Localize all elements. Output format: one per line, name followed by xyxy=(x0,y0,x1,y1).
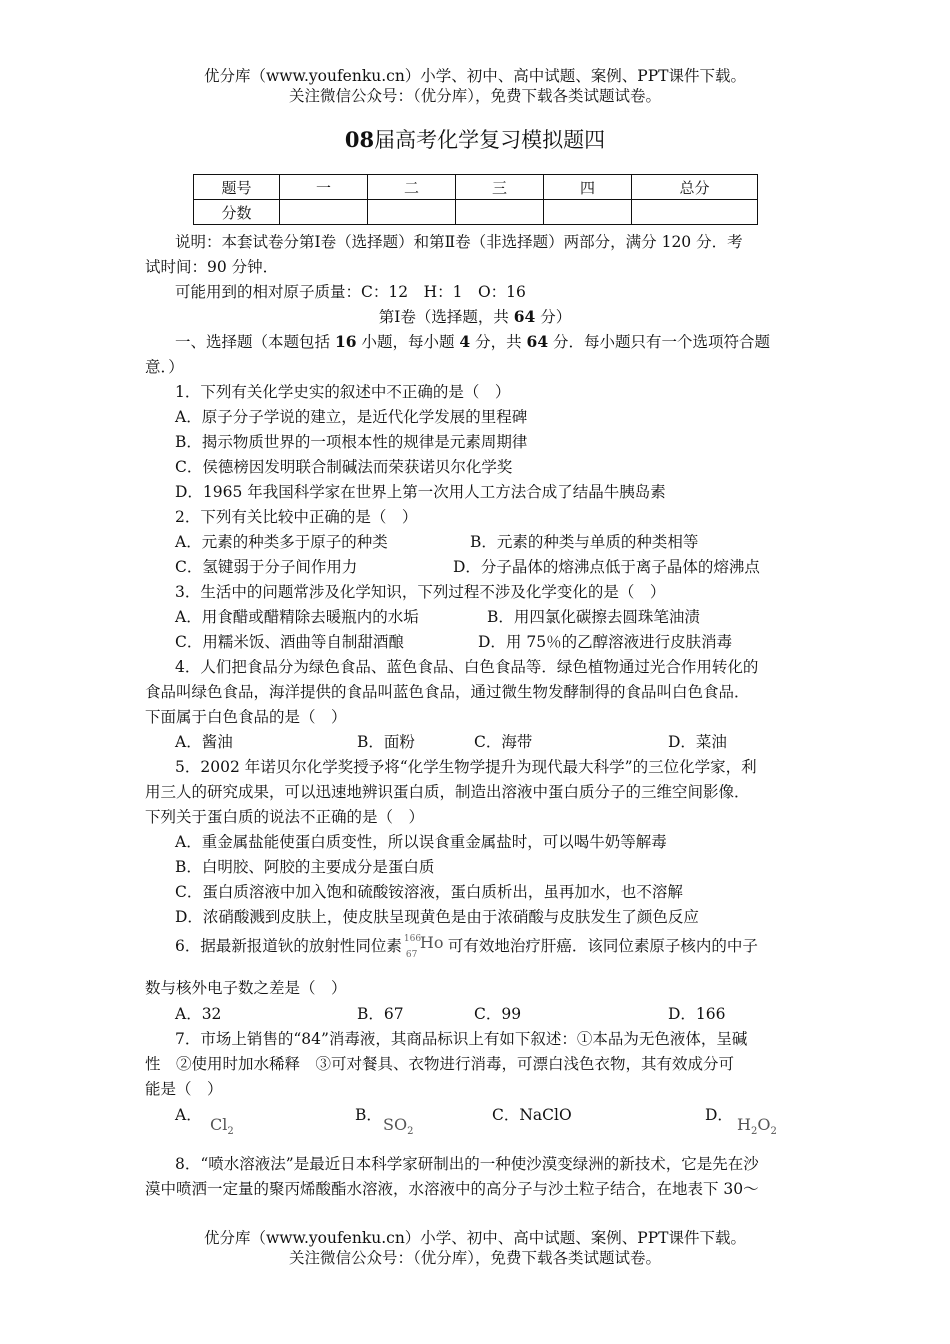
question-7-option-a-label: A． xyxy=(175,1106,202,1124)
atomic-mass-line: 可能用到的相对原子质量：C：12 H：1 O：16 xyxy=(175,283,526,301)
question-6-stem-line-2: 数与核外电子数之差是（ ） xyxy=(145,979,347,997)
question-6-option-c: C．99 xyxy=(474,1005,522,1023)
score-header-cell: 四 xyxy=(544,175,632,200)
question-7-option-d-label: D． xyxy=(705,1106,733,1124)
score-header-cell: 三 xyxy=(456,175,544,200)
score-row-label: 分数 xyxy=(194,200,280,225)
question-7-option-a-formula: $Cl_2$ xyxy=(210,1115,234,1138)
score-cell xyxy=(280,200,368,225)
question-6-stem-line-1: 6．据最新报道钬的放射性同位素 166 67 Ho 可有效地治疗肝癌．该同位素原子核内的中子 xyxy=(175,933,758,960)
question-3-option-b: B．用四氯化碳擦去圆珠笔油渍 xyxy=(487,608,700,626)
question-2-stem: 2．下列有关比较中正确的是（ ） xyxy=(175,508,418,526)
question-1-option-c: C．侯德榜因发明联合制碱法而荣获诺贝尔化学奖 xyxy=(175,458,513,476)
question-4-option-c: C．海带 xyxy=(474,733,533,751)
score-cell xyxy=(368,200,456,225)
score-cell xyxy=(456,200,544,225)
question-6-option-a: A．32 xyxy=(175,1005,222,1023)
question-1-stem: 1．下列有关化学史实的叙述中不正确的是（ ） xyxy=(175,383,511,401)
question-8-stem-line-2: 漠中喷洒一定量的聚丙烯酸酯水溶液，水溶液中的高分子与沙土粒子结合，在地表下 30～ xyxy=(145,1180,759,1198)
question-7-option-d-formula: $H_2O_2$ xyxy=(737,1115,777,1138)
question-5-stem-line-3: 下列关于蛋白质的说法不正确的是（ ） xyxy=(145,808,425,826)
footer-line-2: 关注微信公众号：（优分库），免费下载各类试题试卷。 xyxy=(288,1249,661,1267)
question-4-option-b: B．面粉 xyxy=(357,733,415,751)
score-header-cell: 题号 xyxy=(194,175,280,200)
section-1-instruction-cont: 意．） xyxy=(145,358,184,376)
header-line-1: 优分库（www.youfenku.cn）小学、初中、高中试题、案例、PPT课件下载。 xyxy=(203,67,747,85)
question-4-stem-line-2: 食品叫绿色食品，海洋提供的食品叫蓝色食品，通过微生物发酵制得的食品叫白色食品． xyxy=(145,683,750,701)
intro-line-2: 试时间：90 分钟． xyxy=(145,258,279,276)
question-7-option-b-formula: $SO_2$ xyxy=(383,1115,414,1138)
question-8-stem-line-1: 8．“喷水溶液法”是最近日本科学家研制出的一种使沙漠变绿洲的新技术，它是先在沙 xyxy=(175,1155,759,1173)
question-6-option-b: B．67 xyxy=(357,1005,404,1023)
question-7-stem-line-1: 7．市场上销售的“84”消毒液，其商品标识上有如下叙述：①本品为无色液体，呈碱 xyxy=(175,1030,748,1048)
question-6-option-d: D．166 xyxy=(668,1005,726,1023)
score-cell xyxy=(632,200,758,225)
question-4-stem-line-1: 4．人们把食品分为绿色食品、蓝色食品、白色食品等．绿色植物通过光合作用转化的 xyxy=(175,658,759,676)
score-table-header-row xyxy=(194,175,758,200)
score-table-score-row xyxy=(194,200,758,225)
question-7-option-c: C．NaClO xyxy=(492,1106,572,1124)
question-5-option-c: C．蛋白质溶液中加入饱和硫酸铵溶液，蛋白质析出，虽再加水，也不溶解 xyxy=(175,883,683,901)
question-4-option-a: A．酱油 xyxy=(175,733,233,751)
question-1-option-a: A．原子分子学说的建立，是近代化学发展的里程碑 xyxy=(175,408,528,426)
question-7-stem-line-2: 性 ②使用时加水稀释 ③可对餐具、衣物进行消毒，可漂白浅色衣物，其有效成分可 xyxy=(145,1055,735,1073)
holmium-isotope-symbol: 166 67 Ho xyxy=(403,933,444,960)
question-2-option-a: A．元素的种类多于原子的种类 xyxy=(175,533,388,551)
question-5-stem-line-1: 5．2002 年诺贝尔化学奖授予将“化学生物学提升为现代最大科学”的三位化学家，利 xyxy=(175,758,757,776)
section-1-instruction: 一、选择题（本题包括 16 小题，每小题 4 分，共 64 分．每小题只有一个选项符合题 xyxy=(175,332,771,351)
question-3-option-d: D．用 75％的乙醇溶液进行皮肤消毒 xyxy=(478,633,733,651)
score-table xyxy=(193,174,758,225)
page-title: 08届高考化学复习模拟题四 xyxy=(344,127,606,152)
score-header-cell: 总分 xyxy=(632,175,758,200)
score-header-cell: 二 xyxy=(368,175,456,200)
score-header-cell: 一 xyxy=(280,175,368,200)
question-7-stem-line-3: 能是（ ） xyxy=(145,1080,223,1098)
header-line-2: 关注微信公众号：（优分库），免费下载各类试题试卷。 xyxy=(288,87,661,105)
question-1-option-b: B．揭示物质世界的一项根本性的规律是元素周期律 xyxy=(175,433,528,451)
question-2-option-b: B．元素的种类与单质的种类相等 xyxy=(470,533,699,551)
question-5-option-a: A．重金属盐能使蛋白质变性，所以误食重金属盐时，可以喝牛奶等解毒 xyxy=(175,833,667,851)
question-2-option-d: D．分子晶体的熔沸点低于离子晶体的熔沸点 xyxy=(453,558,760,576)
question-5-option-d: D．浓硝酸溅到皮肤上，使皮肤呈现黄色是由于浓硝酸与皮肤发生了颜色反应 xyxy=(175,908,699,926)
question-1-option-d: D．1965 年我国科学家在世界上第一次用人工方法合成了结晶牛胰岛素 xyxy=(175,483,666,501)
question-4-option-d: D．菜油 xyxy=(668,733,727,751)
part-1-heading: 第Ⅰ卷（选择题，共 64 分） xyxy=(378,307,572,326)
question-4-stem-line-3: 下面属于白色食品的是（ ） xyxy=(145,708,347,726)
question-3-stem: 3．生活中的问题常涉及化学知识，下列过程不涉及化学变化的是（ ） xyxy=(175,583,666,601)
question-5-stem-line-2: 用三人的研究成果，可以迅速地辨识蛋白质，制造出溶液中蛋白质分子的三维空间影像． xyxy=(145,783,750,801)
question-3-option-a: A．用食醋或醋精除去暖瓶内的水垢 xyxy=(175,608,419,626)
question-2-option-c: C．氢键弱于分子间作用力 xyxy=(175,558,358,576)
question-7-option-b-label: B． xyxy=(355,1106,382,1124)
intro-line-1: 说明：本套试卷分第Ⅰ卷（选择题）和第Ⅱ卷（非选择题）两部分，满分 120 分．考 xyxy=(175,233,743,251)
footer-line-1: 优分库（www.youfenku.cn）小学、初中、高中试题、案例、PPT课件下载。 xyxy=(203,1229,747,1247)
question-3-option-c: C．用糯米饭、酒曲等自制甜酒酿 xyxy=(175,633,404,651)
score-cell xyxy=(544,200,632,225)
question-5-option-b: B．白明胶、阿胶的主要成分是蛋白质 xyxy=(175,858,435,876)
